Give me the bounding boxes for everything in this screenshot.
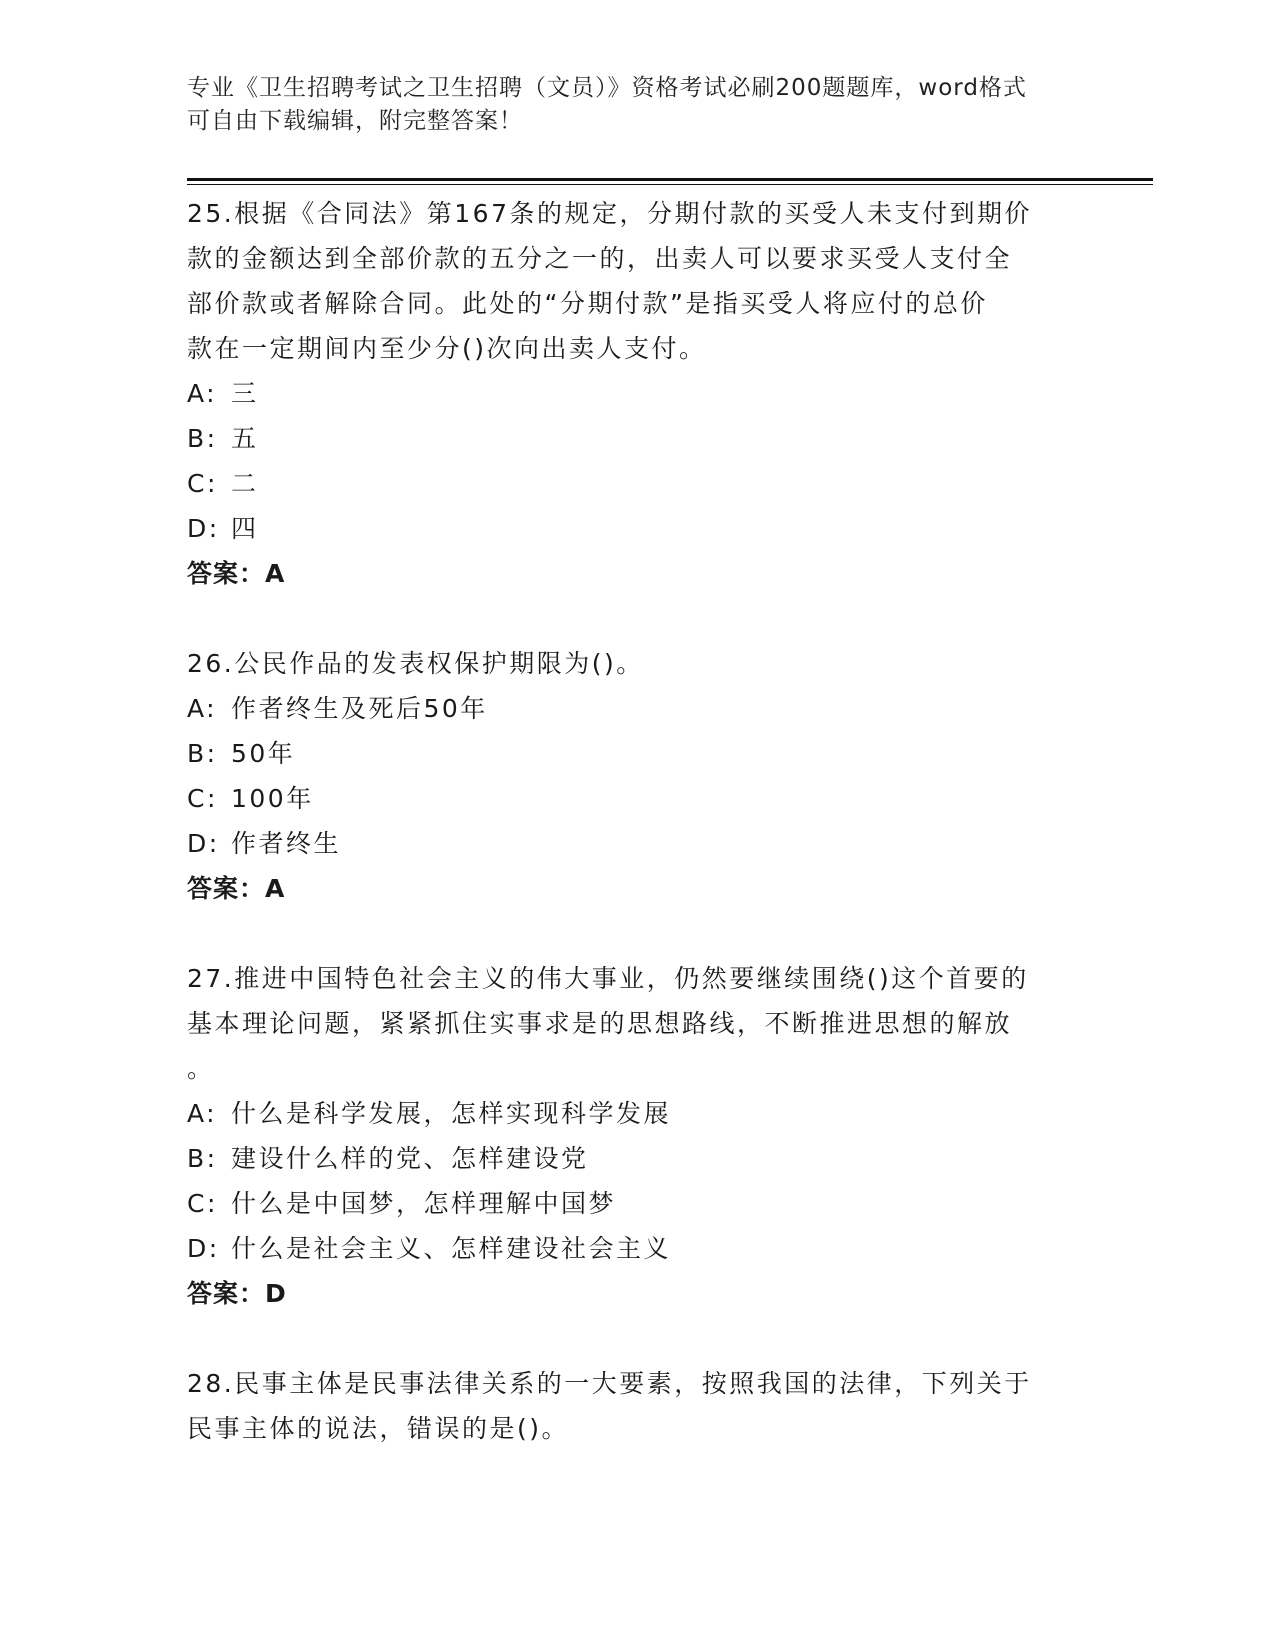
option-text: 作者终生 — [231, 829, 342, 858]
option-letter: D: — [187, 1234, 220, 1263]
question-stem-line: 。 — [187, 1054, 215, 1083]
option-text: 四 — [231, 514, 259, 543]
question-stem-line: 26.公民作品的发表权保护期限为()。 — [187, 649, 644, 678]
question-stem-line: 款的金额达到全部价款的五分之一的，出卖人可以要求买受人支付全 — [187, 244, 1013, 273]
answer-option — [187, 461, 1087, 506]
header-rule-thick — [187, 178, 1153, 181]
header-line-1: 专业《卫生招聘考试之卫生招聘（文员）》资格考试必刷200题题库，word格式 — [187, 75, 1027, 101]
option-text: 什么是社会主义、怎样建设社会主义 — [231, 1234, 672, 1263]
question-stem-line: 27.推进中国特色社会主义的伟大事业，仍然要继续围绕()这个首要的 — [187, 964, 1029, 993]
answer-option — [187, 1226, 1087, 1271]
answer-option — [187, 1091, 1087, 1136]
option-letter: A: — [187, 694, 218, 723]
question-block — [187, 1361, 1087, 1451]
question-block — [187, 641, 1087, 911]
answer-option — [187, 686, 1087, 731]
answer-option — [187, 731, 1087, 776]
answer-key: 答案：D — [187, 1279, 287, 1308]
document-header — [187, 72, 1067, 138]
option-letter: C: — [187, 784, 218, 813]
option-text: 100年 — [231, 784, 314, 813]
option-letter: C: — [187, 469, 218, 498]
answer-key: 答案：A — [187, 559, 286, 588]
option-text: 五 — [231, 424, 259, 453]
option-text: 作者终生及死后50年 — [231, 694, 488, 723]
question-stem-line: 部价款或者解除合同。此处的“分期付款”是指买受人将应付的总价 — [187, 289, 988, 318]
question-stem-line: 25.根据《合同法》第167条的规定，分期付款的买受人未支付到期价 — [187, 199, 1032, 228]
question-stem-line: 民事主体的说法，错误的是()。 — [187, 1414, 570, 1443]
option-text: 建设什么样的党、怎样建设党 — [231, 1144, 589, 1173]
answer-option — [187, 371, 1087, 416]
answer-option — [187, 1181, 1087, 1226]
option-text: 三 — [231, 379, 259, 408]
question-spacer — [187, 596, 1087, 641]
question-stem-line: 基本理论问题，紧紧抓住实事求是的思想路线，不断推进思想的解放 — [187, 1009, 1013, 1038]
question-block — [187, 191, 1087, 596]
option-letter: A: — [187, 379, 218, 408]
question-stem-line: 款在一定期间内至少分()次向出卖人支付。 — [187, 334, 707, 363]
question-list — [187, 191, 1087, 1451]
option-letter: D: — [187, 514, 220, 543]
option-text: 什么是科学发展，怎样实现科学发展 — [231, 1099, 672, 1128]
option-letter: B: — [187, 1144, 218, 1173]
answer-option — [187, 506, 1087, 551]
header-rule-thin — [187, 184, 1153, 185]
option-text: 什么是中国梦，怎样理解中国梦 — [231, 1189, 617, 1218]
answer-option — [187, 1136, 1087, 1181]
option-text: 50年 — [231, 739, 296, 768]
header-line-2: 可自由下载编辑，附完整答案！ — [187, 108, 523, 134]
option-text: 二 — [231, 469, 259, 498]
option-letter: A: — [187, 1099, 218, 1128]
question-block — [187, 956, 1087, 1316]
question-spacer — [187, 911, 1087, 956]
answer-option — [187, 776, 1087, 821]
question-spacer — [187, 1316, 1087, 1361]
option-letter: D: — [187, 829, 220, 858]
option-letter: C: — [187, 1189, 218, 1218]
option-letter: B: — [187, 739, 218, 768]
option-letter: B: — [187, 424, 218, 453]
question-stem-line: 28.民事主体是民事法律关系的一大要素，按照我国的法律，下列关于 — [187, 1369, 1032, 1398]
answer-key: 答案：A — [187, 874, 286, 903]
answer-option — [187, 821, 1087, 866]
answer-option — [187, 416, 1087, 461]
